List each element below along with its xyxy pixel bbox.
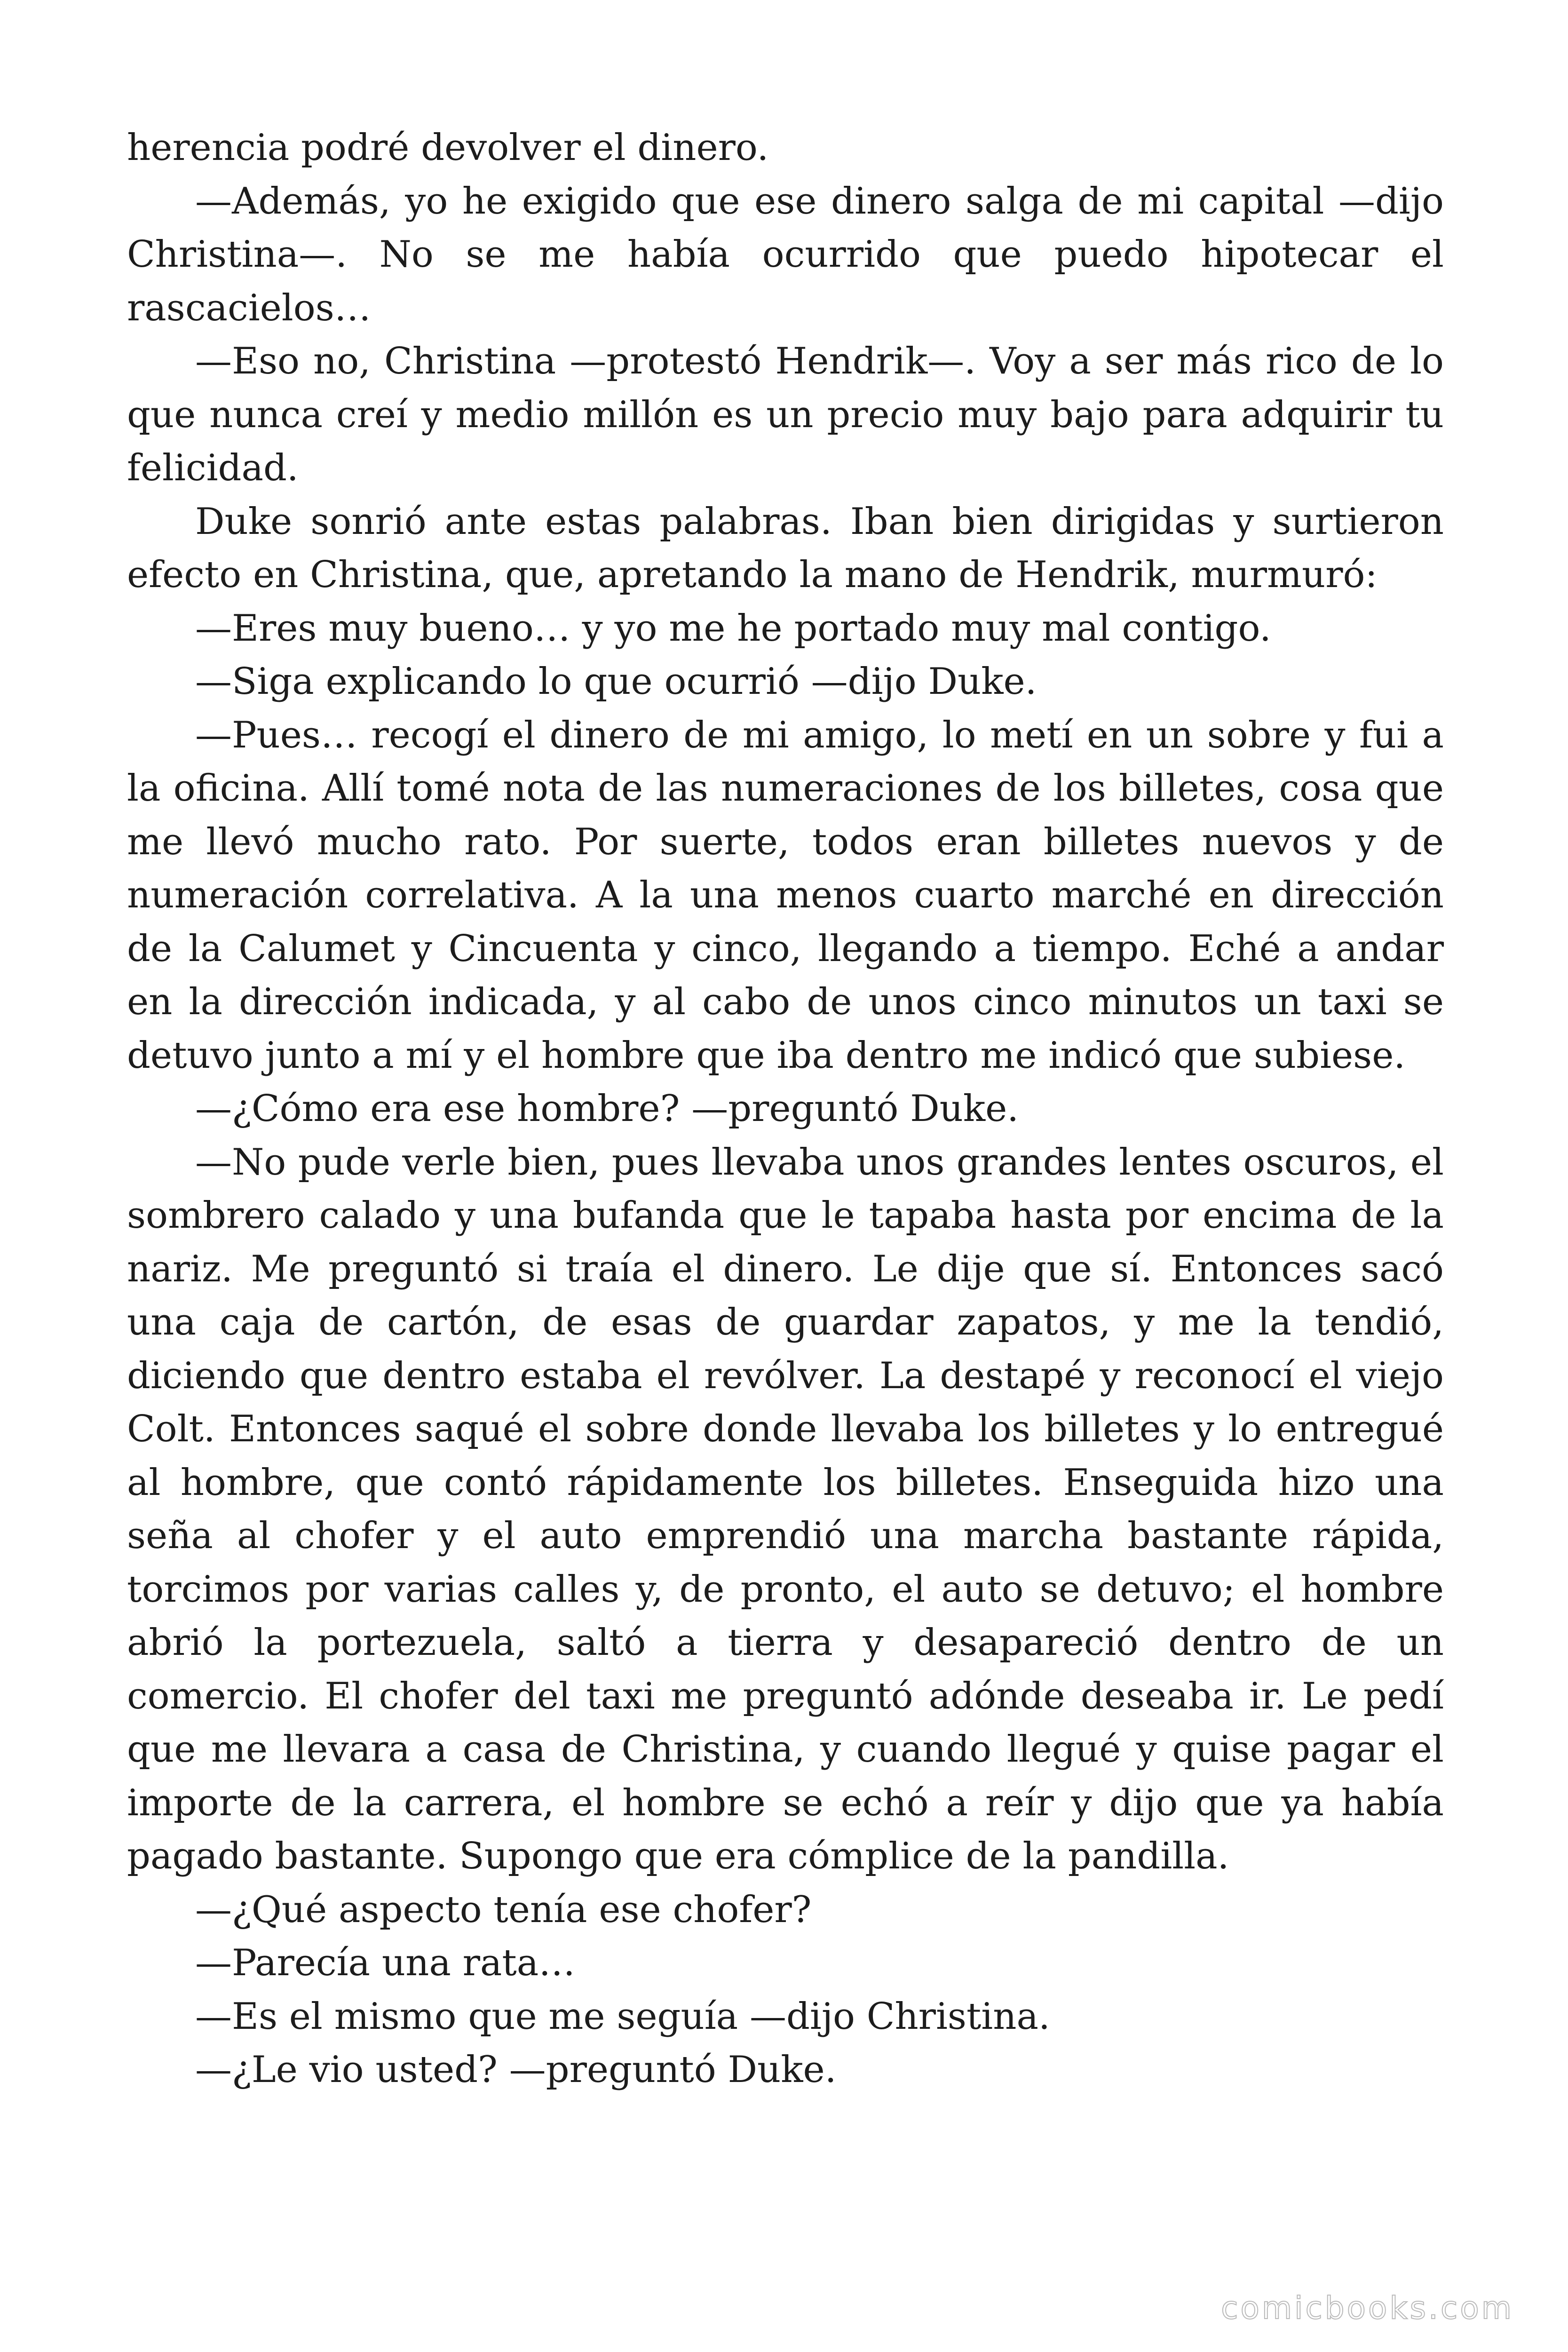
watermark: comicbooks.com xyxy=(1221,2290,1514,2326)
paragraph: —Eso no, Christina —protestó Hendrik—. Voy a ser más rico de lo que nunca creí y medio millón es un precio muy bajo para adquirir tu felicidad. xyxy=(127,340,1444,489)
paragraph: —Siga explicando lo que ocurrió —dijo Duke. xyxy=(195,660,1037,703)
paragraph: —Eres muy bueno… y yo me he portado muy mal contigo. xyxy=(195,607,1271,650)
paragraph: —Parecía una rata… xyxy=(195,1942,576,1984)
paragraph: —¿Cómo era ese hombre? —preguntó Duke. xyxy=(195,1088,1019,1130)
paragraph: —No pude verle bien, pues llevaba unos grandes lentes oscuros, el sombrero calado y una bufanda que le tapaba hasta por encima de la nariz. Me preguntó si traía el dinero. Le dije que sí. Entonces sacó una caja de cartón, de esas de guardar zapatos, y me la tendió, diciendo que dentro estaba el revólver. La destapé y reconocí el viejo Colt. Entonces saqué el sobre donde llevaba los billetes y lo entregué al hombre, que contó rápidamente los billetes. Enseguida hizo una seña al chofer y el auto emprendió una marcha bastante rápida, torcimos por varias calles y, de pronto, el auto se detuvo; el hombre abrió la portezuela, saltó a tierra y desapareció dentro de un comercio. El chofer del taxi me preguntó adónde deseaba ir. Le pedí que me llevara a casa de Christina, y cuando llegué y quise pagar el importe de la carrera, el hombre se echó a reír y dijo que ya había pagado bastante. Supongo que era cómplice de la pandilla. xyxy=(127,1141,1444,1877)
paragraph: Duke sonrió ante estas palabras. Iban bien dirigidas y surtieron efecto en Christina, que, apretando la mano de Hendrik, murmuró: xyxy=(127,500,1444,596)
body-text xyxy=(127,121,1444,2097)
paragraph: —¿Qué aspecto tenía ese chofer? xyxy=(195,1888,812,1931)
paragraph: —Es el mismo que me seguía —dijo Christina. xyxy=(195,1995,1050,2038)
paragraph: —Además, yo he exigido que ese dinero salga de mi capital —dijo Christina—. No se me había ocurrido que puedo hipotecar el rascacielos… xyxy=(127,180,1444,329)
paragraph: —¿Le vio usted? —preguntó Duke. xyxy=(195,2049,837,2091)
paragraph: —Pues… recogí el dinero de mi amigo, lo metí en un sobre y fui a la oficina. Allí tomé nota de las numeraciones de los billetes, cosa que me llevó mucho rato. Por suerte, todos eran billetes nuevos y de numeración correlativa. A la una menos cuarto marché en dirección de la Calumet y Cincuenta y cinco, llegando a tiempo. Eché a andar en la dirección indicada, y al cabo de unos cinco minutos un taxi se detuvo junto a mí y el hombre que iba dentro me indicó que subiese. xyxy=(127,714,1444,1077)
paragraph: herencia podré devolver el dinero. xyxy=(127,127,769,169)
